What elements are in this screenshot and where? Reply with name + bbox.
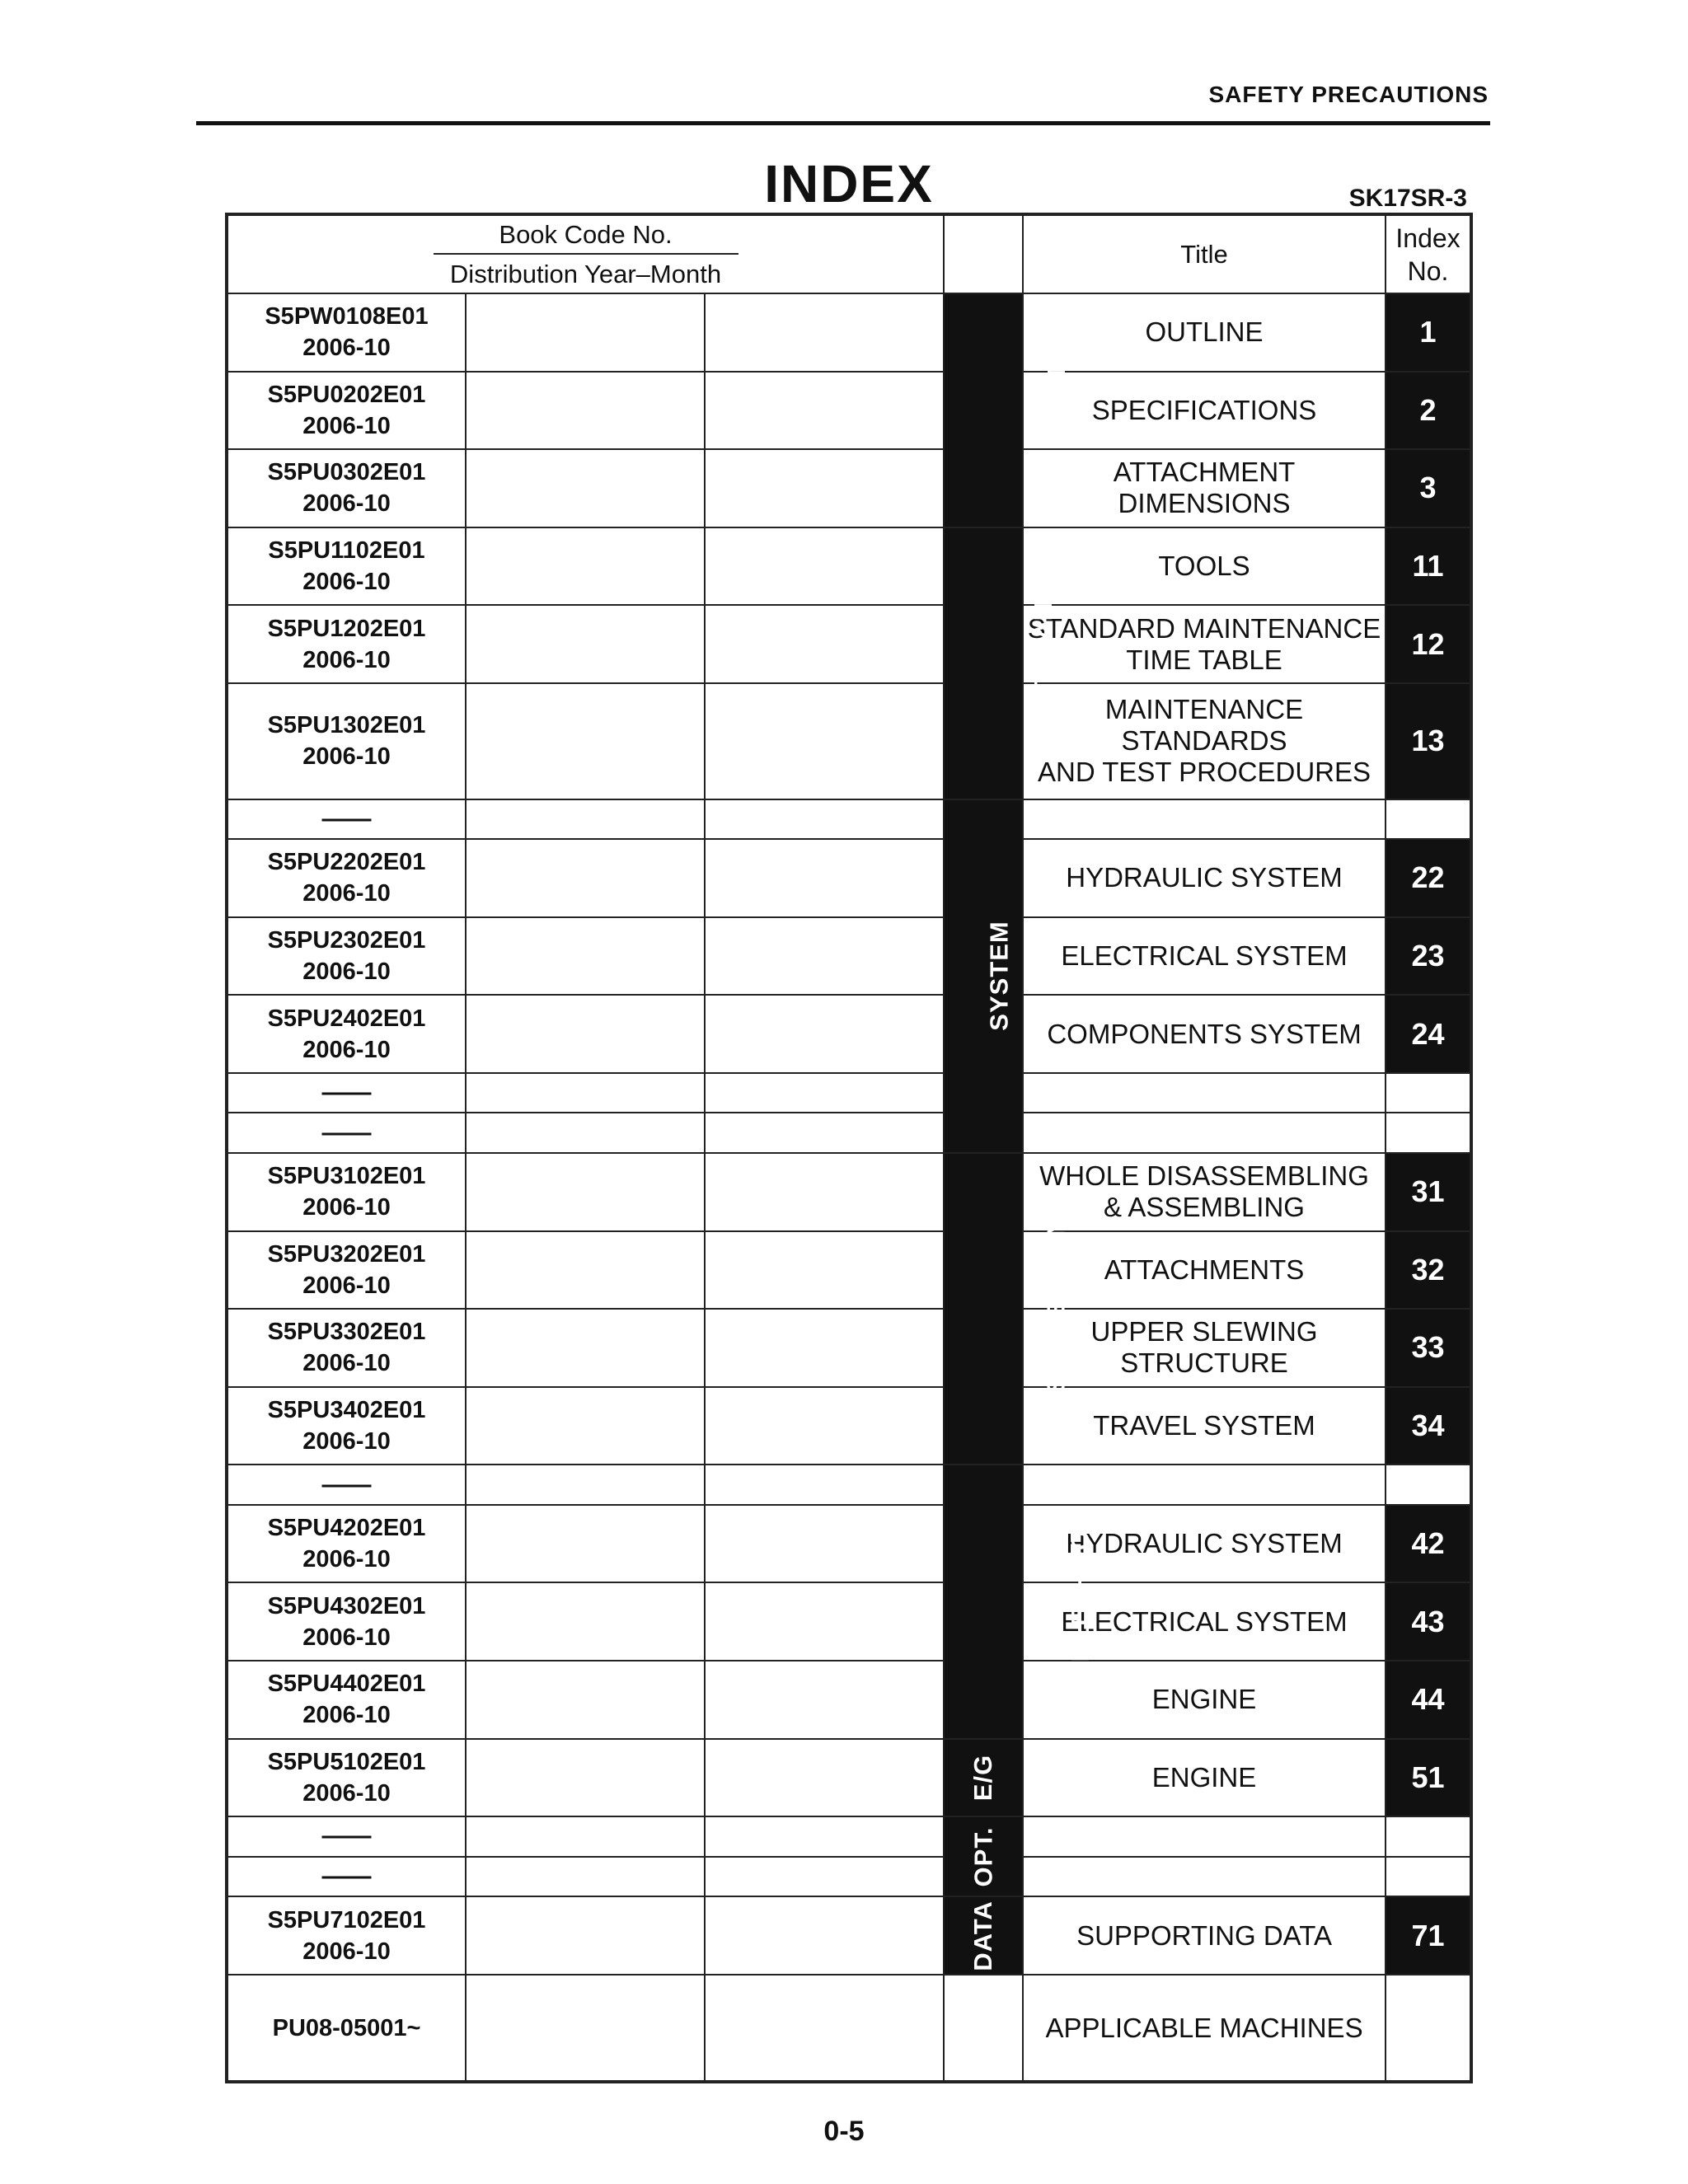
book-code: S5PU3302E01 bbox=[267, 1319, 426, 1346]
book-code-cell bbox=[227, 1857, 466, 1897]
empty-cell bbox=[705, 605, 944, 683]
table-row bbox=[227, 995, 1471, 1073]
title-line1: APPLICABLE MACHINES bbox=[1045, 2012, 1363, 2043]
empty-cell bbox=[466, 1816, 705, 1857]
book-code: S5PU2202E01 bbox=[267, 849, 426, 876]
table-row bbox=[227, 1113, 1471, 1153]
empty-cell bbox=[466, 799, 705, 840]
category-label: OPT. bbox=[968, 1826, 998, 1887]
empty-cell bbox=[466, 1465, 705, 1505]
index-number: 51 bbox=[1386, 1739, 1471, 1817]
empty-cell bbox=[705, 1975, 944, 2082]
empty-cell bbox=[705, 1896, 944, 1975]
category-label: DATA bbox=[968, 1900, 998, 1971]
empty-cell bbox=[705, 683, 944, 799]
empty-cell bbox=[705, 799, 944, 840]
book-code: S5PU3102E01 bbox=[267, 1163, 426, 1190]
empty-cell bbox=[705, 293, 944, 372]
empty-cell bbox=[466, 605, 705, 683]
index-number: 1 bbox=[1386, 293, 1471, 372]
book-code-cell bbox=[227, 605, 466, 683]
book-code-cell bbox=[227, 527, 466, 606]
distribution-date: 2006-10 bbox=[302, 1546, 391, 1573]
page-number: 0-5 bbox=[823, 2116, 865, 2147]
empty-cell bbox=[705, 1582, 944, 1661]
category-label: SYSTEM bbox=[984, 921, 1014, 1032]
table-row bbox=[227, 293, 1471, 372]
book-code-cell bbox=[227, 1739, 466, 1817]
table-row bbox=[227, 839, 1471, 917]
table-row bbox=[227, 1739, 1471, 1817]
empty-cell bbox=[466, 839, 705, 917]
category-label: TROUBLESHOOTING bbox=[1066, 1465, 1095, 1738]
title-line1: ENGINE bbox=[1151, 1761, 1257, 1793]
distribution-date: 2006-10 bbox=[302, 569, 391, 596]
title-cell bbox=[1023, 1387, 1386, 1465]
distribution-date: 2006-10 bbox=[302, 958, 391, 986]
title-line1: HYDRAULIC SYSTEM bbox=[1066, 862, 1343, 893]
title-cell bbox=[1023, 1113, 1386, 1153]
distribution-date: 2006-10 bbox=[302, 490, 391, 518]
category-empty-cell bbox=[944, 1975, 1023, 2082]
index-number: 22 bbox=[1386, 839, 1471, 917]
table-row bbox=[227, 1073, 1471, 1113]
title-line1: ATTACHMENTS bbox=[1104, 1254, 1305, 1285]
category-label: MAINTENANCE bbox=[1029, 564, 1058, 762]
index-number: 11 bbox=[1386, 527, 1471, 606]
book-code-cell bbox=[227, 372, 466, 450]
header-rule bbox=[196, 121, 1490, 125]
distribution-date: 2006-10 bbox=[302, 1194, 391, 1221]
table-row bbox=[227, 1661, 1471, 1739]
title-cell bbox=[1023, 799, 1386, 840]
empty-cell bbox=[466, 1857, 705, 1897]
book-code: —— bbox=[321, 1079, 372, 1107]
book-code-cell bbox=[227, 1073, 466, 1113]
title-line1: ELECTRICAL SYSTEM bbox=[1061, 940, 1348, 972]
header-index-label: Index bbox=[1395, 223, 1461, 253]
table-row bbox=[227, 1505, 1471, 1583]
book-code-cell bbox=[227, 1465, 466, 1505]
book-code: —— bbox=[321, 1118, 372, 1146]
category-opt bbox=[944, 1816, 1023, 1896]
table-row bbox=[227, 1582, 1471, 1661]
index-number bbox=[1386, 1465, 1471, 1505]
book-code: S5PU4302E01 bbox=[267, 1592, 426, 1619]
empty-cell bbox=[466, 995, 705, 1073]
index-number bbox=[1386, 799, 1471, 840]
title-line1: SPECIFICATIONS bbox=[1091, 394, 1317, 425]
distribution-date: 2006-10 bbox=[302, 1036, 391, 1063]
book-code: —— bbox=[321, 804, 372, 832]
distribution-date: 2006-10 bbox=[302, 1702, 391, 1729]
empty-cell bbox=[466, 683, 705, 799]
title-line1: WHOLE DISASSEMBLING bbox=[1039, 1160, 1369, 1192]
empty-cell bbox=[466, 1387, 705, 1465]
book-code: S5PU1202E01 bbox=[267, 615, 426, 642]
book-code-cell bbox=[227, 1661, 466, 1739]
empty-cell bbox=[466, 917, 705, 996]
distribution-date: 2006-10 bbox=[302, 1428, 391, 1455]
category-label: DISASSEMBLING bbox=[1041, 1197, 1071, 1421]
title-cell bbox=[1023, 1896, 1386, 1975]
title-cell bbox=[1023, 605, 1386, 683]
book-code: S5PU0302E01 bbox=[267, 459, 426, 486]
book-code: S5PU2402E01 bbox=[267, 1005, 426, 1032]
table-row bbox=[227, 1857, 1471, 1897]
title-line1: OUTLINE bbox=[1145, 316, 1264, 348]
index-number: 43 bbox=[1386, 1582, 1471, 1661]
index-number: 32 bbox=[1386, 1231, 1471, 1310]
title-line2: STRUCTURE bbox=[1120, 1347, 1288, 1379]
book-code: S5PU7102E01 bbox=[267, 1906, 426, 1933]
empty-cell bbox=[466, 1309, 705, 1387]
table-row bbox=[227, 799, 1471, 840]
header-category-cell bbox=[944, 214, 1023, 293]
category-system bbox=[944, 799, 1023, 1153]
empty-cell bbox=[705, 449, 944, 527]
distribution-date: 2006-10 bbox=[302, 1350, 391, 1377]
category-data bbox=[944, 1896, 1023, 1975]
empty-cell bbox=[466, 527, 705, 606]
table-row bbox=[227, 917, 1471, 996]
book-code: S5PU4402E01 bbox=[267, 1671, 426, 1698]
book-code: S5PW0108E01 bbox=[265, 303, 429, 330]
empty-cell bbox=[705, 1465, 944, 1505]
book-code: —— bbox=[321, 1862, 372, 1890]
empty-cell bbox=[705, 1857, 944, 1897]
distribution-date: 2006-10 bbox=[302, 743, 391, 771]
index-number bbox=[1386, 1975, 1471, 2082]
title-line1: TOOLS bbox=[1158, 551, 1250, 582]
empty-cell bbox=[466, 1505, 705, 1583]
title-cell bbox=[1023, 1309, 1386, 1387]
book-code-cell bbox=[227, 839, 466, 917]
header-title: Title bbox=[1023, 214, 1386, 293]
book-code: S5PU3402E01 bbox=[267, 1397, 426, 1424]
index-number: 13 bbox=[1386, 683, 1471, 799]
title-cell bbox=[1023, 839, 1386, 917]
empty-cell bbox=[705, 527, 944, 606]
index-table bbox=[225, 213, 1473, 2083]
header-book-code bbox=[227, 214, 944, 293]
title-cell bbox=[1023, 683, 1386, 799]
book-code: S5PU2302E01 bbox=[267, 927, 426, 954]
book-code: S5PU5102E01 bbox=[267, 1748, 426, 1775]
empty-cell bbox=[705, 1113, 944, 1153]
distribution-date: 2006-10 bbox=[302, 880, 391, 907]
title-cell bbox=[1023, 372, 1386, 450]
table-row bbox=[227, 449, 1471, 527]
empty-cell bbox=[466, 1113, 705, 1153]
empty-cell bbox=[705, 1309, 944, 1387]
empty-cell bbox=[466, 1661, 705, 1739]
index-number: 3 bbox=[1386, 449, 1471, 527]
distribution-date: 2006-10 bbox=[302, 1272, 391, 1299]
book-code-cell bbox=[227, 1505, 466, 1583]
book-code: —— bbox=[321, 1470, 372, 1498]
page-title: INDEX bbox=[764, 154, 934, 213]
distribution-date: 2006-10 bbox=[302, 1938, 391, 1965]
index-number bbox=[1386, 1816, 1471, 1857]
table-row bbox=[227, 1309, 1471, 1387]
empty-cell bbox=[705, 1073, 944, 1113]
empty-cell bbox=[705, 995, 944, 1073]
title-cell bbox=[1023, 917, 1386, 996]
book-code: S5PU4202E01 bbox=[267, 1515, 426, 1542]
title-cell bbox=[1023, 1975, 1386, 2082]
category-specifications bbox=[944, 293, 1071, 527]
book-code-cell bbox=[227, 1582, 466, 1661]
category-troubleshooting bbox=[944, 1465, 1095, 1738]
title-line1: HYDRAULIC SYSTEM bbox=[1066, 1528, 1343, 1559]
table-row bbox=[227, 1975, 1471, 2082]
empty-cell bbox=[705, 1661, 944, 1739]
table-row bbox=[227, 1896, 1471, 1975]
title-cell bbox=[1023, 1153, 1386, 1231]
empty-cell bbox=[466, 372, 705, 450]
index-number: 33 bbox=[1386, 1309, 1471, 1387]
book-code-cell bbox=[227, 1153, 466, 1231]
distribution-date: 2006-10 bbox=[302, 335, 391, 362]
title-line2: AND TEST PROCEDURES bbox=[1038, 757, 1372, 788]
index-number: 23 bbox=[1386, 917, 1471, 996]
distribution-date: 2006-10 bbox=[302, 1624, 391, 1651]
category-disassembling bbox=[944, 1153, 1071, 1465]
index-number: 44 bbox=[1386, 1661, 1471, 1739]
title-cell bbox=[1023, 449, 1386, 527]
category-maintenance bbox=[944, 527, 1058, 799]
index-number: 71 bbox=[1386, 1896, 1471, 1975]
book-code-cell bbox=[227, 1387, 466, 1465]
title-cell bbox=[1023, 1857, 1386, 1897]
title-cell bbox=[1023, 1231, 1386, 1310]
empty-cell bbox=[466, 1896, 705, 1975]
category-label: SPECIFICATIONS bbox=[1041, 298, 1071, 523]
title-line1: STANDARD MAINTENANCE bbox=[1027, 612, 1381, 644]
title-cell bbox=[1023, 1739, 1386, 1817]
book-code-cell bbox=[227, 1113, 466, 1153]
distribution-date: 2006-10 bbox=[302, 1779, 391, 1807]
empty-cell bbox=[466, 1582, 705, 1661]
book-code-cell bbox=[227, 1231, 466, 1310]
book-code-cell bbox=[227, 1816, 466, 1857]
book-code-cell bbox=[227, 1975, 466, 2082]
empty-cell bbox=[705, 1231, 944, 1310]
table-header-row bbox=[227, 214, 1471, 293]
title-line1: SUPPORTING DATA bbox=[1076, 1919, 1332, 1951]
index-number bbox=[1386, 1857, 1471, 1897]
book-code: S5PU1102E01 bbox=[268, 537, 425, 565]
header-index-no-label: No. bbox=[1407, 255, 1449, 286]
table-row bbox=[227, 605, 1471, 683]
header-distribution-label: Distribution Year–Month bbox=[449, 259, 722, 288]
index-number bbox=[1386, 1073, 1471, 1113]
empty-cell bbox=[466, 1073, 705, 1113]
header-book-code-label: Book Code No. bbox=[499, 219, 673, 249]
distribution-date: 2006-10 bbox=[302, 412, 391, 439]
index-number: 2 bbox=[1386, 372, 1471, 450]
empty-cell bbox=[705, 1739, 944, 1817]
empty-cell bbox=[466, 1739, 705, 1817]
book-code-cell bbox=[227, 1896, 466, 1975]
book-code-cell bbox=[227, 683, 466, 799]
table-row bbox=[227, 527, 1471, 606]
title-line1: MAINTENANCE STANDARDS bbox=[1104, 694, 1304, 757]
title-line1: UPPER SLEWING bbox=[1090, 1316, 1318, 1347]
book-code: S5PU3202E01 bbox=[267, 1240, 426, 1268]
empty-cell bbox=[466, 1231, 705, 1310]
title-line2: TIME TABLE bbox=[1126, 644, 1282, 675]
table-row bbox=[227, 1465, 1471, 1505]
empty-cell bbox=[705, 1816, 944, 1857]
book-code-cell bbox=[227, 1309, 466, 1387]
book-code-cell bbox=[227, 995, 466, 1073]
index-number: 42 bbox=[1386, 1505, 1471, 1583]
table-row bbox=[227, 683, 1471, 799]
empty-cell bbox=[705, 839, 944, 917]
title-cell bbox=[1023, 527, 1386, 606]
title-line1: TRAVEL SYSTEM bbox=[1093, 1410, 1315, 1441]
title-line1: COMPONENTS SYSTEM bbox=[1047, 1018, 1362, 1049]
title-cell bbox=[1023, 1816, 1386, 1857]
title-line1: ELECTRICAL SYSTEM bbox=[1061, 1605, 1348, 1637]
index-number: 34 bbox=[1386, 1387, 1471, 1465]
table-row bbox=[227, 1153, 1471, 1231]
empty-cell bbox=[705, 1505, 944, 1583]
title-line2: & ASSEMBLING bbox=[1104, 1192, 1305, 1223]
empty-cell bbox=[705, 1387, 944, 1465]
distribution-date: 2006-10 bbox=[302, 646, 391, 673]
table-row bbox=[227, 1231, 1471, 1310]
empty-cell bbox=[466, 1975, 705, 2082]
book-code-cell bbox=[227, 293, 466, 372]
book-code-cell bbox=[227, 917, 466, 996]
table-row bbox=[227, 1816, 1471, 1857]
table-row bbox=[227, 1387, 1471, 1465]
book-code: S5PU1302E01 bbox=[267, 712, 426, 739]
header-divider bbox=[434, 253, 738, 255]
table-row bbox=[227, 372, 1471, 450]
header-index bbox=[1386, 214, 1471, 293]
index-number: 31 bbox=[1386, 1153, 1471, 1231]
index-number: 12 bbox=[1386, 605, 1471, 683]
category-eg bbox=[944, 1739, 1023, 1817]
model-code: SK17SR-3 bbox=[1348, 185, 1467, 212]
empty-cell bbox=[705, 1153, 944, 1231]
title-line1: ENGINE bbox=[1151, 1684, 1257, 1715]
category-label: E/G bbox=[968, 1754, 998, 1802]
book-code-cell bbox=[227, 449, 466, 527]
book-code: S5PU0202E01 bbox=[267, 381, 426, 408]
book-code-cell bbox=[227, 799, 466, 840]
empty-cell bbox=[466, 293, 705, 372]
book-code: PU08-05001~ bbox=[272, 2014, 421, 2041]
empty-cell bbox=[466, 1153, 705, 1231]
index-number bbox=[1386, 1113, 1471, 1153]
title-line1: ATTACHMENT DIMENSIONS bbox=[1113, 457, 1296, 519]
section-header: SAFETY PRECAUTIONS bbox=[1208, 82, 1489, 107]
book-code: —— bbox=[321, 1822, 372, 1850]
empty-cell bbox=[705, 917, 944, 996]
index-number: 24 bbox=[1386, 995, 1471, 1073]
empty-cell bbox=[466, 449, 705, 527]
title-cell bbox=[1023, 995, 1386, 1073]
title-cell bbox=[1023, 293, 1386, 372]
empty-cell bbox=[705, 372, 944, 450]
title-cell bbox=[1023, 1073, 1386, 1113]
